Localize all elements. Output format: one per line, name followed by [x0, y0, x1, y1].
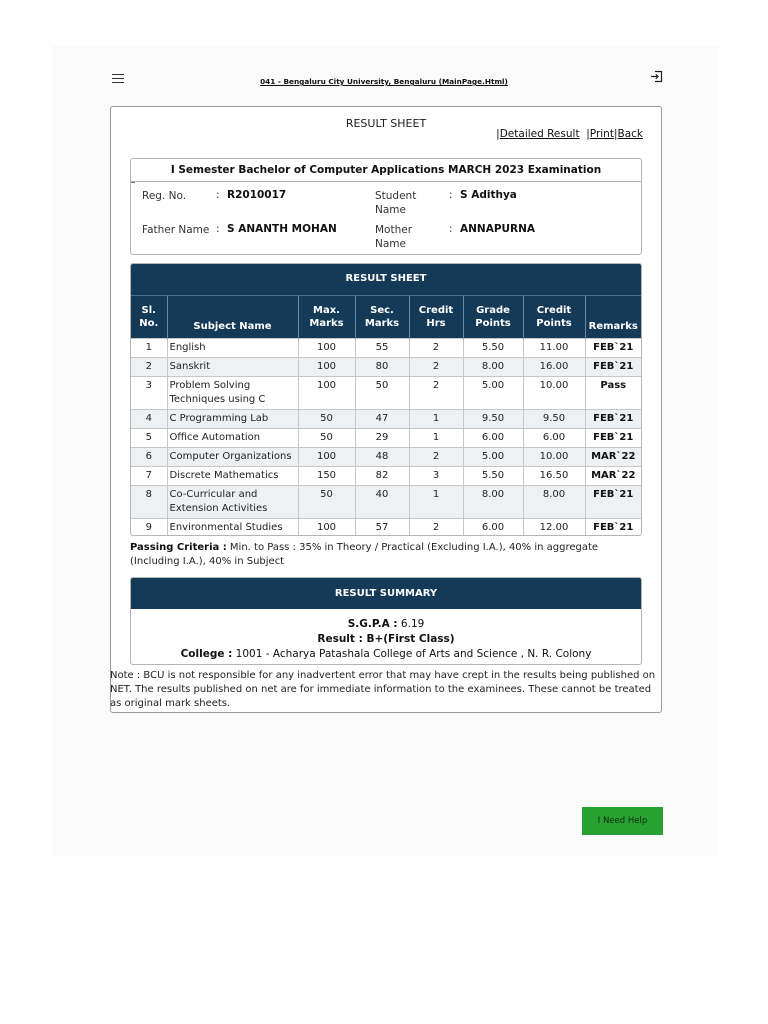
sl-no-cell: 3	[131, 377, 167, 410]
student-name-value: S Adithya	[460, 189, 517, 201]
grade-points-cell: 6.00	[463, 429, 523, 448]
subject-cell: Discrete Mathematics	[167, 467, 298, 486]
subject-cell: Office Automation	[167, 429, 298, 448]
result-line	[131, 632, 641, 647]
table-row	[131, 429, 641, 448]
result-value: B+(First Class)	[366, 633, 455, 645]
subject-cell: Computer Organizations	[167, 448, 298, 467]
remarks-cell: FEB`21	[585, 358, 641, 377]
column-header: Credit Points	[523, 296, 585, 339]
info-divider	[131, 181, 641, 182]
sl-no-cell: 6	[131, 448, 167, 467]
table-row	[131, 486, 641, 519]
table-row	[131, 448, 641, 467]
grade-points-cell: 6.00	[463, 519, 523, 537]
column-header: Sl. No.	[131, 296, 167, 339]
passing-criteria-text: Min. to Pass : 35% in Theory / Practical (Excluding I.A.), 40% in aggregate (Including I.A.), 40% in Subject	[130, 542, 599, 567]
credit-hrs-cell: 2	[409, 339, 463, 358]
sec-marks-cell: 50	[355, 377, 409, 410]
column-header: Sec. Marks	[355, 296, 409, 339]
table-header-row	[131, 296, 641, 339]
result-table-panel	[130, 263, 642, 536]
column-header: Subject Name	[167, 296, 298, 339]
result-label: Result :	[317, 633, 367, 645]
college-label: College :	[180, 648, 233, 660]
sgpa-value: 6.19	[397, 618, 425, 630]
sl-no-cell: 1	[131, 339, 167, 358]
print-link[interactable]: Print	[589, 128, 614, 140]
max-marks-cell: 50	[298, 410, 355, 429]
grade-points-cell: 5.50	[463, 467, 523, 486]
sl-no-cell: 8	[131, 486, 167, 519]
credit-hrs-cell: 1	[409, 429, 463, 448]
column-header: Grade Points	[463, 296, 523, 339]
subject-cell: Sanskrit	[167, 358, 298, 377]
result-summary-panel	[130, 577, 642, 665]
info-divider-tick	[131, 182, 135, 183]
credit-points-cell: 9.50	[523, 410, 585, 429]
max-marks-cell: 100	[298, 339, 355, 358]
mother-name-label: Mother Name	[375, 224, 413, 250]
remarks-cell: FEB`21	[585, 519, 641, 537]
remarks-cell: FEB`21	[585, 410, 641, 429]
sl-no-cell: 2	[131, 358, 167, 377]
credit-points-cell: 6.00	[523, 429, 585, 448]
credit-points-cell: 16.50	[523, 467, 585, 486]
sec-marks-cell: 40	[355, 486, 409, 519]
credit-hrs-cell: 2	[409, 448, 463, 467]
grade-points-cell: 8.00	[463, 358, 523, 377]
sgpa-label: S.G.P.A :	[347, 618, 398, 630]
mother-name-value: ANNAPURNA	[460, 223, 536, 235]
grade-points-cell: 5.00	[463, 448, 523, 467]
result-table-title: RESULT SHEET	[131, 264, 641, 296]
grade-points-cell: 5.50	[463, 339, 523, 358]
credit-hrs-cell: 3	[409, 467, 463, 486]
result-summary-title: RESULT SUMMARY	[131, 578, 641, 609]
max-marks-cell: 150	[298, 467, 355, 486]
remarks-cell: FEB`21	[585, 339, 641, 358]
credit-points-cell: 8.00	[523, 486, 585, 519]
student-info-box	[130, 158, 642, 255]
credit-hrs-cell: 1	[409, 486, 463, 519]
credit-hrs-cell: 2	[409, 519, 463, 537]
credit-points-cell: 11.00	[523, 339, 585, 358]
column-header: Credit Hrs	[409, 296, 463, 339]
table-row	[131, 358, 641, 377]
back-link[interactable]: Back	[617, 128, 643, 140]
max-marks-cell: 100	[298, 358, 355, 377]
student-name-label: Student Name	[375, 190, 417, 216]
remarks-cell: FEB`21	[585, 486, 641, 519]
top-links	[496, 128, 643, 140]
sec-marks-cell: 80	[355, 358, 409, 377]
grade-points-cell: 5.00	[463, 377, 523, 410]
mother-name-colon: :	[449, 223, 453, 235]
remarks-cell: MAR`22	[585, 448, 641, 467]
table-row	[131, 519, 641, 537]
table-row	[131, 410, 641, 429]
result-card	[110, 106, 662, 713]
table-row	[131, 339, 641, 358]
credit-points-cell: 10.00	[523, 448, 585, 467]
remarks-cell: FEB`21	[585, 429, 641, 448]
father-name-colon: :	[216, 223, 220, 235]
subject-cell: English	[167, 339, 298, 358]
subject-cell: Co-Curricular and Extension Activities	[167, 486, 298, 519]
sl-no-cell: 9	[131, 519, 167, 537]
sl-no-cell: 7	[131, 467, 167, 486]
father-name-label: Father Name	[142, 224, 210, 236]
student-name-colon: :	[449, 189, 453, 201]
university-main-link[interactable]: 041 - Bengaluru City University, Bengaluru (MainPage.Html)	[260, 77, 508, 86]
credit-points-cell: 16.00	[523, 358, 585, 377]
sec-marks-cell: 55	[355, 339, 409, 358]
father-name-value: S ANANTH MOHAN	[227, 223, 337, 235]
table-row	[131, 377, 641, 410]
grade-points-cell: 9.50	[463, 410, 523, 429]
remarks-cell: Pass	[585, 377, 641, 410]
sec-marks-cell: 82	[355, 467, 409, 486]
detailed-result-link[interactable]: Detailed Result	[499, 128, 580, 140]
reg-no-value: R2010017	[227, 189, 287, 201]
table-row	[131, 467, 641, 486]
subject-cell: C Programming Lab	[167, 410, 298, 429]
college-line	[131, 647, 641, 662]
sign-out-icon[interactable]	[650, 70, 663, 83]
sec-marks-cell: 47	[355, 410, 409, 429]
passing-criteria	[130, 541, 640, 569]
column-header: Max. Marks	[298, 296, 355, 339]
max-marks-cell: 50	[298, 429, 355, 448]
credit-hrs-cell: 2	[409, 358, 463, 377]
credit-hrs-cell: 1	[409, 410, 463, 429]
subject-cell: Problem Solving Techniques using C	[167, 377, 298, 410]
sl-no-cell: 4	[131, 410, 167, 429]
grade-points-cell: 8.00	[463, 486, 523, 519]
link-separator: |	[496, 128, 500, 140]
need-help-button[interactable]: I Need Help	[582, 807, 663, 835]
subject-cell: Environmental Studies	[167, 519, 298, 537]
sgpa-line	[131, 617, 641, 632]
disclaimer-note: Note : BCU is not responsible for any inadvertent error that may have crept in the results being published on NET. The results published on net are for immediate information to the examinees. These cannot be treated as original mark sheets.	[110, 670, 656, 709]
max-marks-cell: 50	[298, 486, 355, 519]
result-sheet-title: RESULT SHEET	[345, 117, 427, 130]
exam-title: I Semester Bachelor of Computer Applications MARCH 2023 Examination	[170, 164, 602, 176]
result-table	[131, 296, 641, 536]
passing-criteria-label: Passing Criteria :	[130, 542, 227, 553]
link-separator: |	[586, 128, 590, 140]
remarks-cell: MAR`22	[585, 467, 641, 486]
reg-no-colon: :	[216, 189, 220, 201]
reg-no-label: Reg. No.	[142, 190, 187, 202]
column-header: Remarks	[585, 296, 641, 339]
max-marks-cell: 100	[298, 519, 355, 537]
sec-marks-cell: 29	[355, 429, 409, 448]
sec-marks-cell: 48	[355, 448, 409, 467]
max-marks-cell: 100	[298, 448, 355, 467]
credit-points-cell: 10.00	[523, 377, 585, 410]
link-separator: |	[613, 128, 618, 140]
sl-no-cell: 5	[131, 429, 167, 448]
max-marks-cell: 100	[298, 377, 355, 410]
credit-points-cell: 12.00	[523, 519, 585, 537]
credit-hrs-cell: 2	[409, 377, 463, 410]
college-value: 1001 - Acharya Patashala College of Arts and Science , N. R. Colony	[232, 648, 592, 660]
sec-marks-cell: 57	[355, 519, 409, 537]
